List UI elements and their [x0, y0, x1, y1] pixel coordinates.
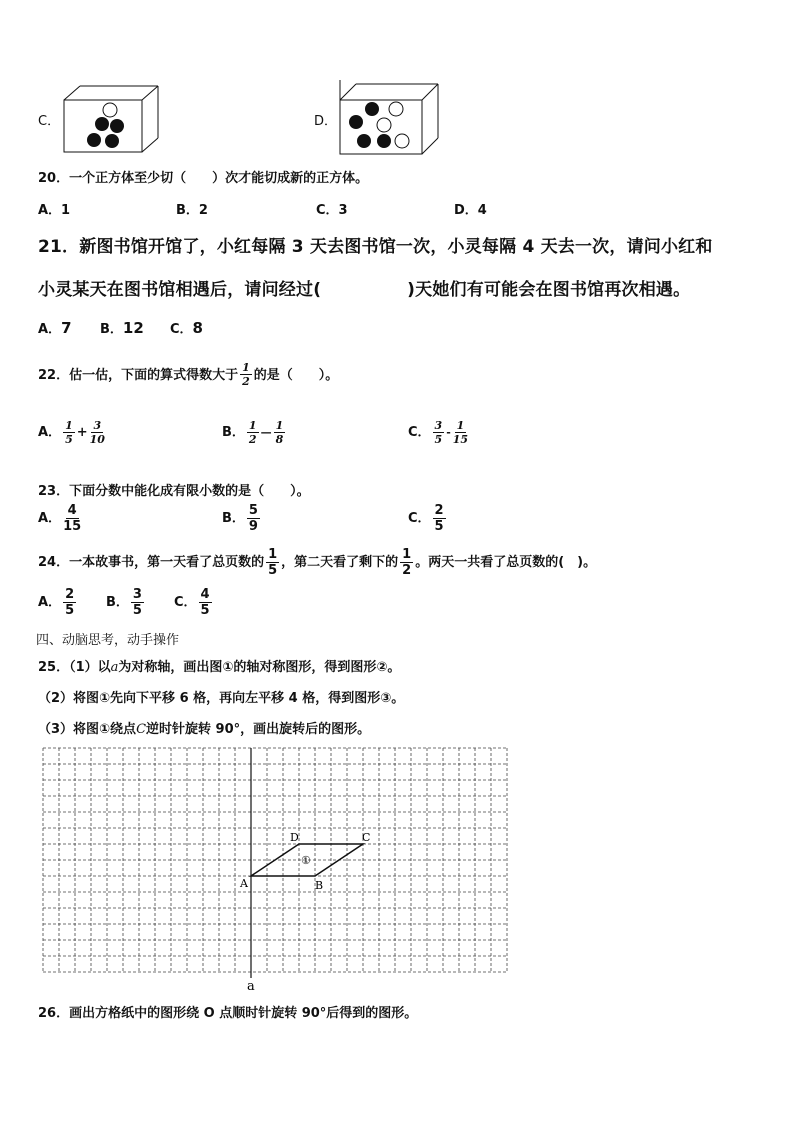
q21-option-c: C．8: [170, 319, 203, 337]
q26-stem: 26．画出方格纸中的图形绕 O 点顺时针旋转 90°后得到的图形。: [38, 1006, 418, 1021]
q23-option-c: C． $\frac{2}{5}$: [408, 503, 444, 534]
q22-option-c: C． $\frac{3}{5}$ - $\frac{1}{15}$: [408, 419, 469, 446]
shape-label-1: ①: [301, 854, 311, 867]
q20-option-d: D．4: [454, 203, 487, 218]
point-label-a: A: [240, 877, 248, 890]
section-heading: 四、动脑思考，动手操作: [36, 633, 180, 648]
q20-option-b: B．2: [176, 203, 208, 218]
q19-option-c-label: C．: [38, 114, 61, 129]
q20-option-a: A．1: [38, 203, 71, 218]
q20-option-c: C．3: [316, 203, 348, 218]
q21-option-a: A．7: [38, 319, 72, 337]
q22-option-b: B． $\frac{1}{2}$ — $\frac{1}{8}$: [222, 419, 284, 446]
point-label-d: D: [290, 831, 299, 844]
q24-option-a: A． $\frac{2}{5}$: [38, 587, 75, 618]
q23-stem: 23．下面分数中能化成有限小数的是（ ）。: [38, 484, 310, 499]
q24-stem: 24．一本故事书，第一天看了总页数的 $\frac{1}{5}$ ，第二天看了剩下的 $\frac{1}{2}$ 。两天一共看了总页数的( )。: [38, 547, 597, 578]
q23-option-b: B． $\frac{5}{9}$: [222, 503, 258, 534]
q25-part1: 25．（1）以a为对称轴，画出图①的轴对称图形，得到图形②。: [38, 660, 401, 675]
q21-stem-line2: 小灵某天在图书馆相遇后，请问经过( )天她们有可能会在图书馆再次相遇。: [38, 280, 691, 300]
q24-option-c: C． $\frac{4}{5}$: [174, 587, 210, 618]
axis-label-a: a: [247, 979, 255, 994]
q22-stem: 22．估一估，下面的算式得数大于 $\frac{1}{2}$ 的是（ ）。: [38, 361, 339, 388]
point-label-c: C: [362, 831, 371, 844]
fraction-one-half: $\frac{1}{2}$: [242, 361, 250, 388]
q25-part3: （3）将图①绕点C逆时针旋转 90°，画出旋转后的图形。: [38, 722, 371, 737]
q19-option-d-label: D．: [314, 114, 338, 129]
q25-part2: （2）将图①先向下平移 6 格，再向左平移 4 格，得到图形③。: [38, 691, 405, 706]
q21-option-b: B．12: [100, 319, 144, 337]
q22-option-a: A． $\frac{1}{5}$ + $\frac{3}{10}$: [38, 419, 105, 446]
q20-stem: 20．一个正方体至少切（ ）次才能切成新的正方体。: [38, 171, 369, 186]
q24-option-b: B． $\frac{3}{5}$: [106, 587, 142, 618]
q23-option-a: A． $\frac{4}{15}$: [38, 503, 82, 534]
point-label-b: B: [315, 879, 324, 892]
q21-stem-line1: 21．新图书馆开馆了，小红每隔 3 天去图书馆一次，小灵每隔 4 天去一次，请问小红和: [38, 237, 713, 257]
